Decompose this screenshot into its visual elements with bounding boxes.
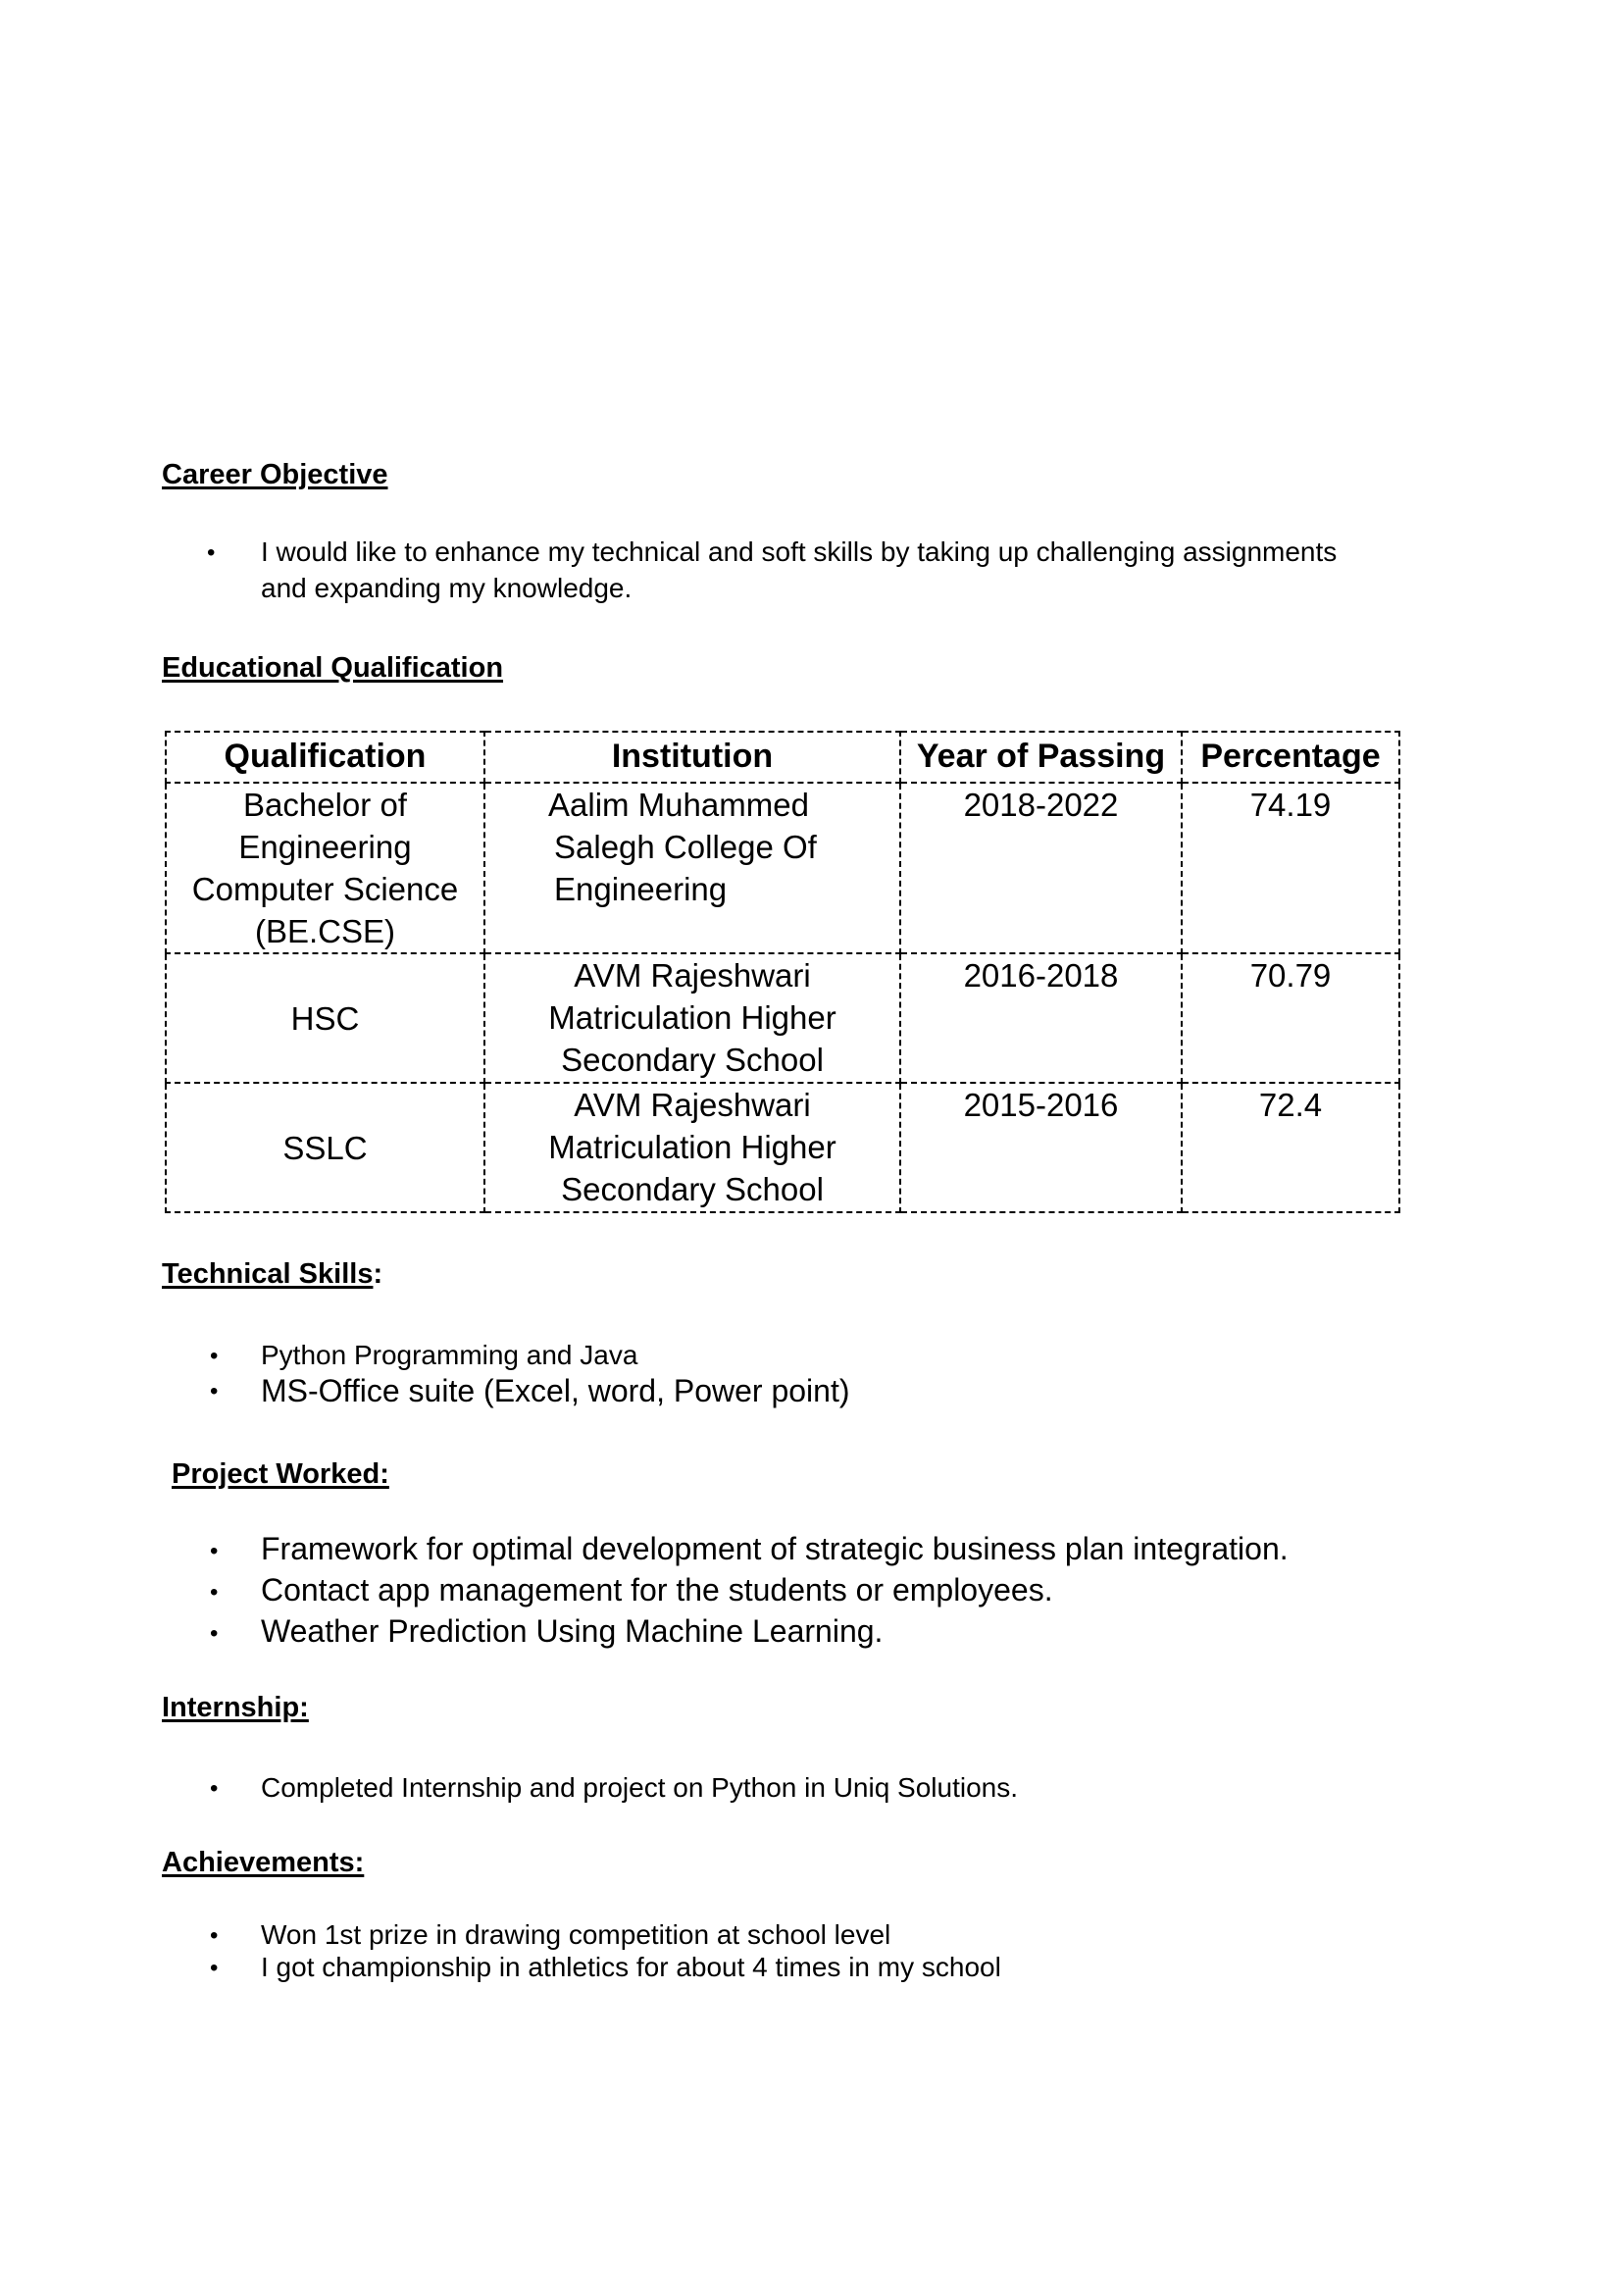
internship-item: Completed Internship and project on Python in Uniq Solutions. [261, 1772, 1019, 1803]
technical-skill-item: Python Programming and Java [261, 1340, 638, 1370]
bullet-icon: • [207, 539, 216, 566]
cell-text: Matriculation Higher [548, 999, 836, 1036]
projects-heading-text: Project Worked: [172, 1458, 389, 1490]
bullet-icon: • [210, 1955, 219, 1981]
cell-text: AVM Rajeshwari [574, 957, 811, 994]
table-header-row [166, 732, 1399, 783]
institution-cell [484, 953, 900, 1083]
year-cell: 2018-2022 [900, 783, 1182, 953]
achievements-heading [162, 1849, 364, 1877]
column-header-percentage: Percentage [1182, 732, 1399, 783]
career-objective-heading [162, 461, 388, 489]
career-objective-line-1: I would like to enhance my technical and soft skills by taking up challenging assignments [261, 536, 1338, 567]
bullet-icon: • [210, 1538, 219, 1564]
cell-text: Computer Science [191, 871, 459, 907]
education-table [165, 731, 1400, 1213]
cell-text: AVM Rajeshwari [574, 1087, 811, 1123]
projects-heading [172, 1460, 389, 1489]
achievements-heading-text: Achievements: [162, 1847, 365, 1878]
table-row [166, 953, 1399, 1083]
cell-text: Secondary School [561, 1042, 824, 1078]
project-item: Weather Prediction Using Machine Learning. [261, 1613, 884, 1649]
cell-text: Bachelor of [243, 787, 407, 823]
percentage-cell: 72.4 [1182, 1083, 1399, 1212]
internship-heading-text: Internship: [162, 1692, 309, 1723]
cell-text: Aalim Muhammed [548, 787, 809, 823]
technical-skills-heading-text: Technical Skills [162, 1258, 374, 1290]
bullet-icon: • [210, 1620, 219, 1647]
education-heading [162, 654, 503, 683]
career-objective-line-2: and expanding my knowledge. [261, 573, 633, 603]
education-heading-text: Educational Qualification [162, 652, 504, 684]
achievement-item: I got championship in athletics for about 4 times in my school [261, 1952, 1001, 1982]
project-item: Framework for optimal development of strategic business plan integration. [261, 1531, 1289, 1566]
cell-text: Engineering [554, 871, 728, 907]
institution-cell [484, 1083, 900, 1212]
bullet-icon: • [210, 1579, 219, 1606]
bullet-icon: • [210, 1922, 219, 1949]
bullet-icon: • [210, 1378, 219, 1404]
institution-cell [484, 783, 900, 953]
internship-heading [162, 1694, 309, 1722]
table-row [166, 783, 1399, 953]
achievement-item: Won 1st prize in drawing competition at school level [261, 1919, 891, 1950]
percentage-cell: 74.19 [1182, 783, 1399, 953]
cell-text: Engineering [238, 829, 412, 865]
qualification-cell: SSLC [166, 1083, 484, 1212]
career-objective-heading-text: Career Objective [162, 459, 388, 490]
qualification-cell: HSC [166, 953, 484, 1083]
technical-skills-heading [162, 1260, 382, 1289]
year-cell: 2016-2018 [900, 953, 1182, 1083]
technical-skill-item: MS-Office suite (Excel, word, Power point) [261, 1373, 850, 1408]
project-item: Contact app management for the students or employees. [261, 1572, 1053, 1607]
cell-text: Salegh College Of [554, 829, 817, 865]
year-cell: 2015-2016 [900, 1083, 1182, 1212]
column-header-qualification: Qualification [166, 732, 484, 783]
cell-text: (BE.CSE) [254, 913, 396, 949]
technical-skills-heading-colon: : [373, 1258, 383, 1290]
percentage-cell: 70.79 [1182, 953, 1399, 1083]
bullet-icon: • [210, 1775, 219, 1802]
column-header-institution: Institution [484, 732, 900, 783]
table-row [166, 1083, 1399, 1212]
qualification-cell [166, 783, 484, 953]
cell-text: Secondary School [561, 1171, 824, 1207]
column-header-year: Year of Passing [900, 732, 1182, 783]
cell-text: Matriculation Higher [548, 1129, 836, 1165]
bullet-icon: • [210, 1343, 219, 1369]
